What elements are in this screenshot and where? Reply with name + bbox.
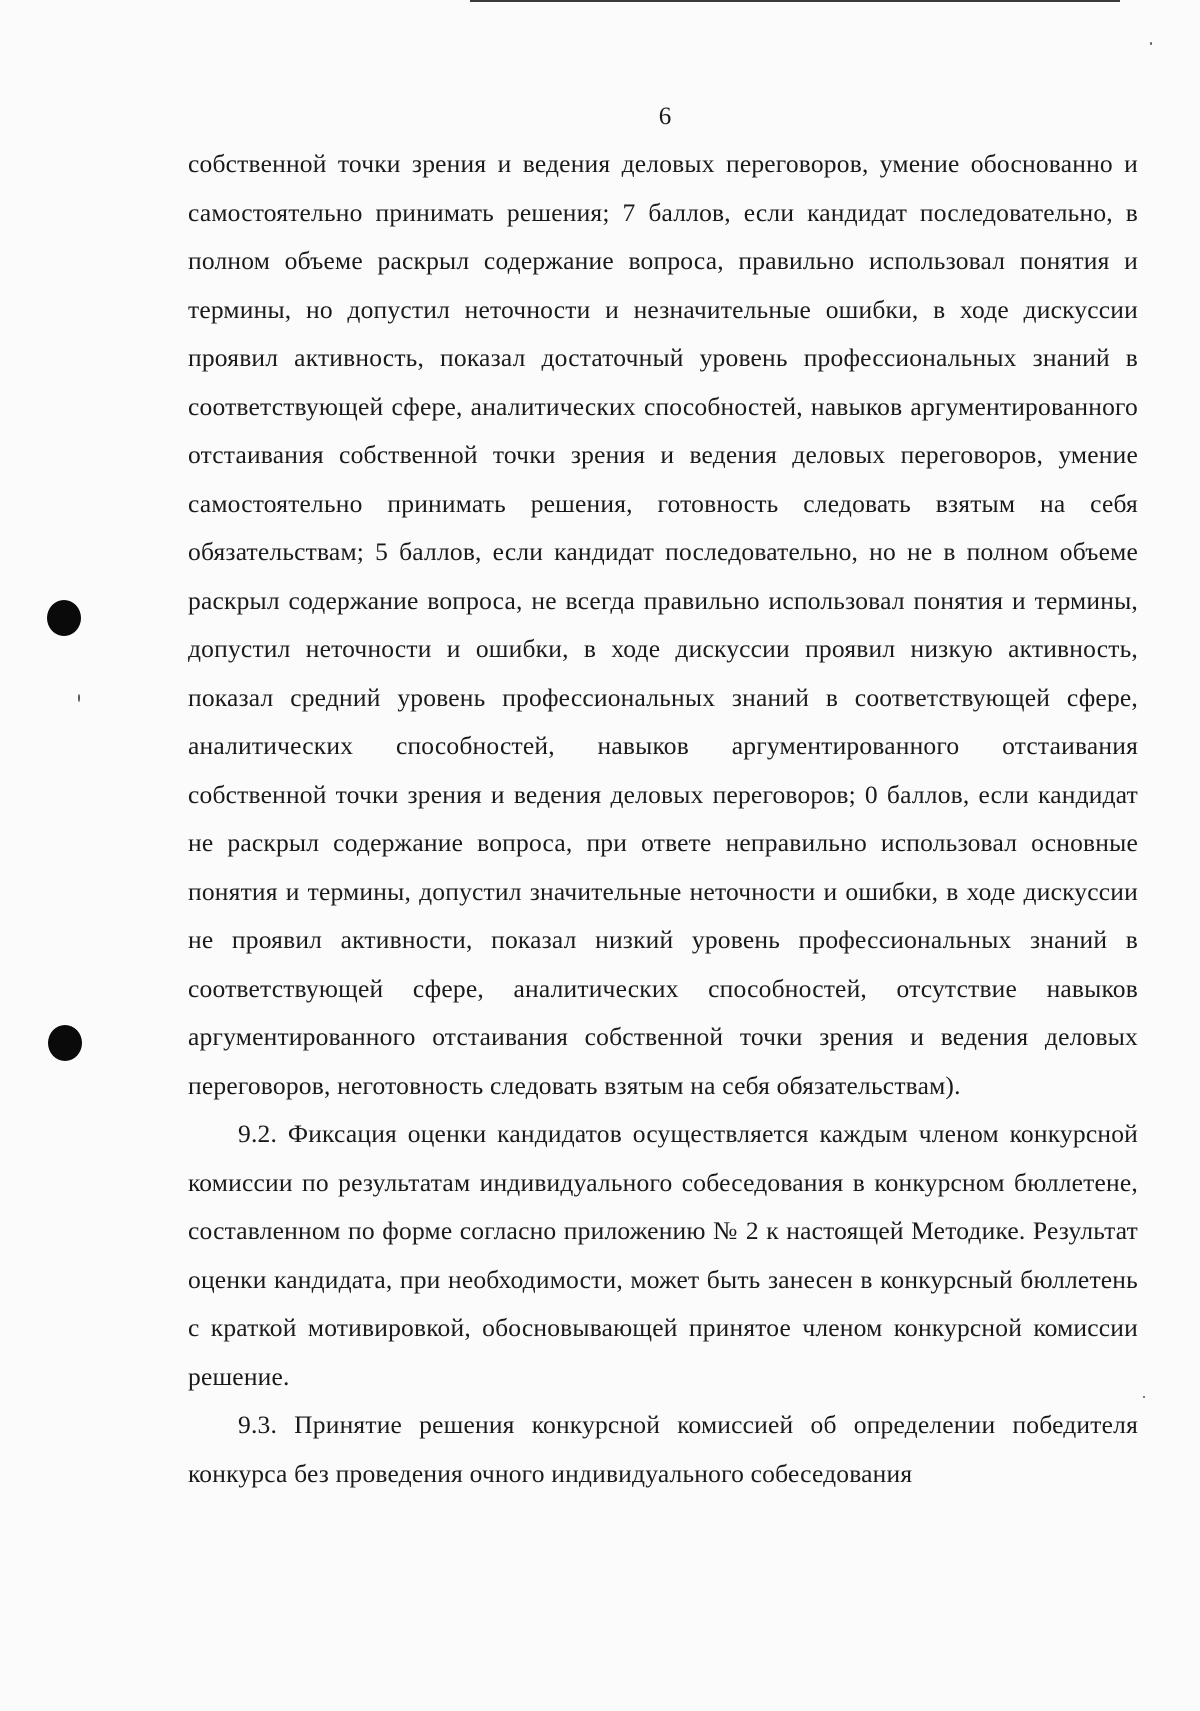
scan-speck: [78, 694, 80, 702]
paragraph-9-3: 9.3. Принятие решения конкурсной комиссией об определении победителя конкурса без проведения очного индивидуального собеседования: [188, 1410, 1138, 1488]
paragraph-9-2: 9.2. Фиксация оценки кандидатов осуществляется каждым членом конкурсной комиссии по результатам индивидуального собеседования в конкурсном бюллетене, составленном по форме согласно приложению № 2 к настоящей Методике. Результат оценки кандидата, при необходимости, может быть занесен в конкурсный бюллетень с краткой мотивировкой, обосновывающей принятое членом конкурсной комиссии решение.: [188, 1119, 1138, 1391]
scan-speck: [1150, 42, 1152, 45]
scan-speck: [1143, 1396, 1145, 1398]
punch-hole-bottom: [48, 1025, 82, 1061]
punch-hole-top: [47, 600, 81, 636]
page-number: 6: [658, 103, 672, 130]
top-edge-line: [470, 0, 1120, 2]
paragraph-continuation: собственной точки зрения и ведения деловых переговоров, умение обоснованно и самостоятельно принимать решения; 7 баллов, если кандидат последовательно, в полном объеме раскрыл содержание вопроса, правильно использовал понятия и термины, но допустил неточности и незначительные ошибки, в ходе дискуссии проявил активность, показал достаточный уровень профессиональных знаний в соответствующей сфере, аналитических способностей, навыков аргументированного отстаивания собственной точки зрения и ведения деловых переговоров, умение самостоятельно принимать решения, готовность следовать взятым на себя обязательствам; 5 баллов, если кандидат последовательно, но не в полном объеме раскрыл содержание вопроса, не всегда правильно использовал понятия и термины, допустил неточности и ошибки, в ходе дискуссии проявил низкую активность, показал средний уровень профессиональных знаний в соответствующей сфере, аналитических способностей, навыков аргументированного отстаивания собственной точки зрения и ведения деловых переговоров; 0 баллов, если кандидат не раскрыл содержание вопроса, при ответе неправильно использовал основные понятия и термины, допустил значительные неточности и ошибки, в ходе дискуссии не проявил активности, показал низкий уровень профессиональных знаний в соответствующей сфере, аналитических способностей, отсутствие навыков аргументированного отстаивания собственной точки зрения и ведения деловых переговоров, неготовность следовать взятым на себя обязательствам).: [188, 149, 1138, 1100]
body-text: [188, 140, 1138, 1498]
